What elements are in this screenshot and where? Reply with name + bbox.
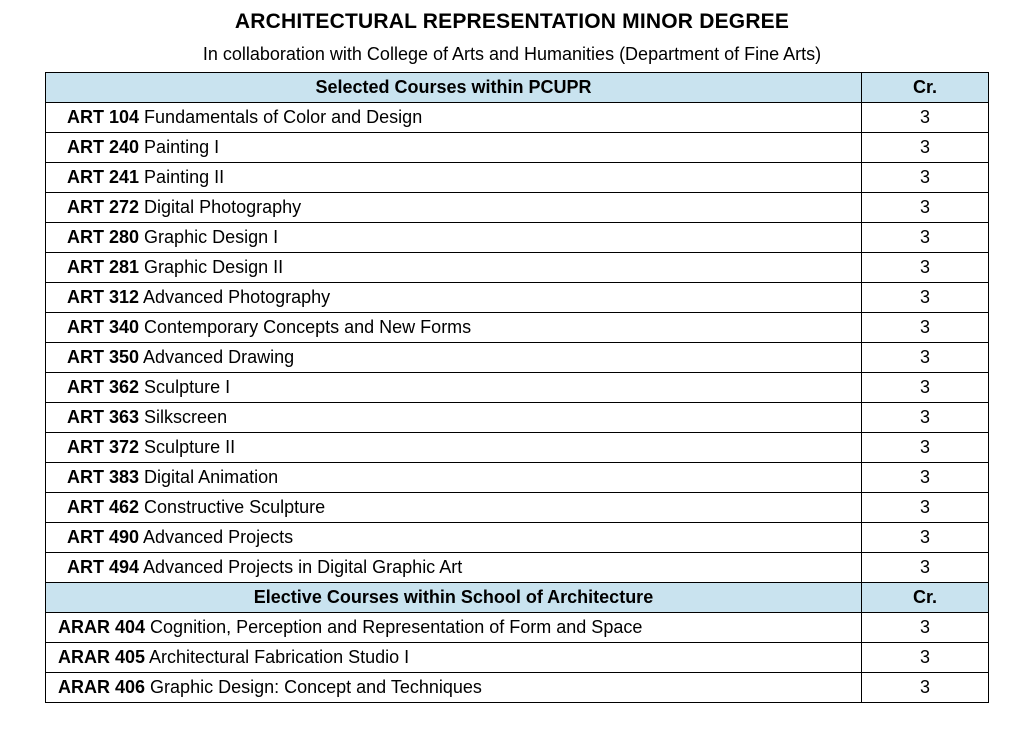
course-name: Constructive Sculpture bbox=[144, 497, 326, 517]
section-header-row bbox=[46, 583, 989, 613]
table-row bbox=[46, 283, 989, 313]
table-row bbox=[46, 373, 989, 403]
course-code: ART 372 bbox=[67, 437, 140, 457]
credit-cell: 3 bbox=[862, 403, 989, 433]
course-cell bbox=[46, 313, 862, 343]
course-code: ART 280 bbox=[67, 227, 140, 247]
course-name: Contemporary Concepts and New Forms bbox=[144, 317, 472, 337]
course-cell bbox=[46, 463, 862, 493]
page-title: ARCHITECTURAL REPRESENTATION MINOR DEGREE bbox=[234, 10, 790, 33]
course-cell bbox=[46, 643, 862, 673]
course-code: ARAR 406 bbox=[58, 677, 146, 697]
credit-cell: 3 bbox=[862, 643, 989, 673]
credit-cell: 3 bbox=[862, 253, 989, 283]
section-header: Elective Courses within School of Architecture bbox=[46, 583, 862, 613]
course-code: ART 240 bbox=[67, 137, 140, 157]
credit-cell: 3 bbox=[862, 433, 989, 463]
course-name: Painting II bbox=[144, 167, 225, 187]
course-code: ART 272 bbox=[67, 197, 140, 217]
course-code: ART 494 bbox=[67, 557, 140, 577]
course-cell bbox=[46, 223, 862, 253]
course-cell bbox=[46, 163, 862, 193]
course-name: Advanced Photography bbox=[143, 287, 331, 307]
credit-cell: 3 bbox=[862, 133, 989, 163]
course-cell bbox=[46, 283, 862, 313]
table-row bbox=[46, 643, 989, 673]
credit-cell: 3 bbox=[862, 613, 989, 643]
course-code: ART 363 bbox=[67, 407, 140, 427]
course-code: ART 104 bbox=[67, 107, 140, 127]
course-cell bbox=[46, 613, 862, 643]
course-cell bbox=[46, 103, 862, 133]
course-cell bbox=[46, 373, 862, 403]
course-cell bbox=[46, 493, 862, 523]
credit-cell: 3 bbox=[862, 493, 989, 523]
course-name: Graphic Design I bbox=[144, 227, 279, 247]
table-row bbox=[46, 403, 989, 433]
course-name: Sculpture II bbox=[144, 437, 236, 457]
course-name: Advanced Drawing bbox=[143, 347, 295, 367]
course-code: ART 462 bbox=[67, 497, 140, 517]
course-code: ARAR 404 bbox=[58, 617, 146, 637]
course-cell bbox=[46, 433, 862, 463]
course-name: Cognition, Perception and Representation of Form and Space bbox=[150, 617, 643, 637]
credit-cell: 3 bbox=[862, 553, 989, 583]
course-cell bbox=[46, 403, 862, 433]
credit-cell: 3 bbox=[862, 163, 989, 193]
section-header-row bbox=[46, 73, 989, 103]
course-code: ART 312 bbox=[67, 287, 140, 307]
course-code: ART 362 bbox=[67, 377, 140, 397]
credit-cell: 3 bbox=[862, 313, 989, 343]
table-row bbox=[46, 133, 989, 163]
course-name: Digital Animation bbox=[144, 467, 279, 487]
course-cell bbox=[46, 523, 862, 553]
course-code: ART 340 bbox=[67, 317, 140, 337]
course-code: ART 490 bbox=[67, 527, 140, 547]
course-name: Sculpture I bbox=[144, 377, 231, 397]
table-row bbox=[46, 343, 989, 373]
credit-cell: 3 bbox=[862, 103, 989, 133]
credit-header: Cr. bbox=[862, 583, 989, 613]
credit-cell: 3 bbox=[862, 343, 989, 373]
table-row bbox=[46, 673, 989, 703]
course-name: Silkscreen bbox=[144, 407, 228, 427]
course-cell bbox=[46, 133, 862, 163]
table-row bbox=[46, 313, 989, 343]
table-row bbox=[46, 553, 989, 583]
credit-cell: 3 bbox=[862, 223, 989, 253]
table-row bbox=[46, 163, 989, 193]
course-code: ART 281 bbox=[67, 257, 140, 277]
course-code: ART 383 bbox=[67, 467, 140, 487]
credit-cell: 3 bbox=[862, 373, 989, 403]
course-name: Advanced Projects bbox=[143, 527, 294, 547]
section-header: Selected Courses within PCUPR bbox=[46, 73, 862, 103]
table-row bbox=[46, 433, 989, 463]
course-code: ARAR 405 bbox=[58, 647, 146, 667]
course-name: Architectural Fabrication Studio I bbox=[149, 647, 410, 667]
course-name: Painting I bbox=[144, 137, 220, 157]
credit-cell: 3 bbox=[862, 673, 989, 703]
page-subtitle: In collaboration with College of Arts and Humanities (Department of Fine Arts) bbox=[202, 44, 822, 64]
course-name: Fundamentals of Color and Design bbox=[144, 107, 423, 127]
course-name: Graphic Design: Concept and Techniques bbox=[150, 677, 482, 697]
table-row bbox=[46, 193, 989, 223]
table-row bbox=[46, 253, 989, 283]
credit-cell: 3 bbox=[862, 283, 989, 313]
course-cell bbox=[46, 193, 862, 223]
course-cell bbox=[46, 343, 862, 373]
credit-cell: 3 bbox=[862, 523, 989, 553]
credit-header: Cr. bbox=[862, 73, 989, 103]
course-name: Graphic Design II bbox=[144, 257, 284, 277]
credit-cell: 3 bbox=[862, 193, 989, 223]
course-code: ART 350 bbox=[67, 347, 140, 367]
table-row bbox=[46, 523, 989, 553]
table-row bbox=[46, 613, 989, 643]
credit-cell: 3 bbox=[862, 463, 989, 493]
table-row bbox=[46, 493, 989, 523]
course-table bbox=[45, 72, 989, 703]
course-cell bbox=[46, 553, 862, 583]
course-name: Advanced Projects in Digital Graphic Art bbox=[143, 557, 463, 577]
course-name: Digital Photography bbox=[144, 197, 302, 217]
table-row bbox=[46, 463, 989, 493]
course-cell bbox=[46, 673, 862, 703]
course-code: ART 241 bbox=[67, 167, 140, 187]
table-row bbox=[46, 223, 989, 253]
course-cell bbox=[46, 253, 862, 283]
table-row bbox=[46, 103, 989, 133]
